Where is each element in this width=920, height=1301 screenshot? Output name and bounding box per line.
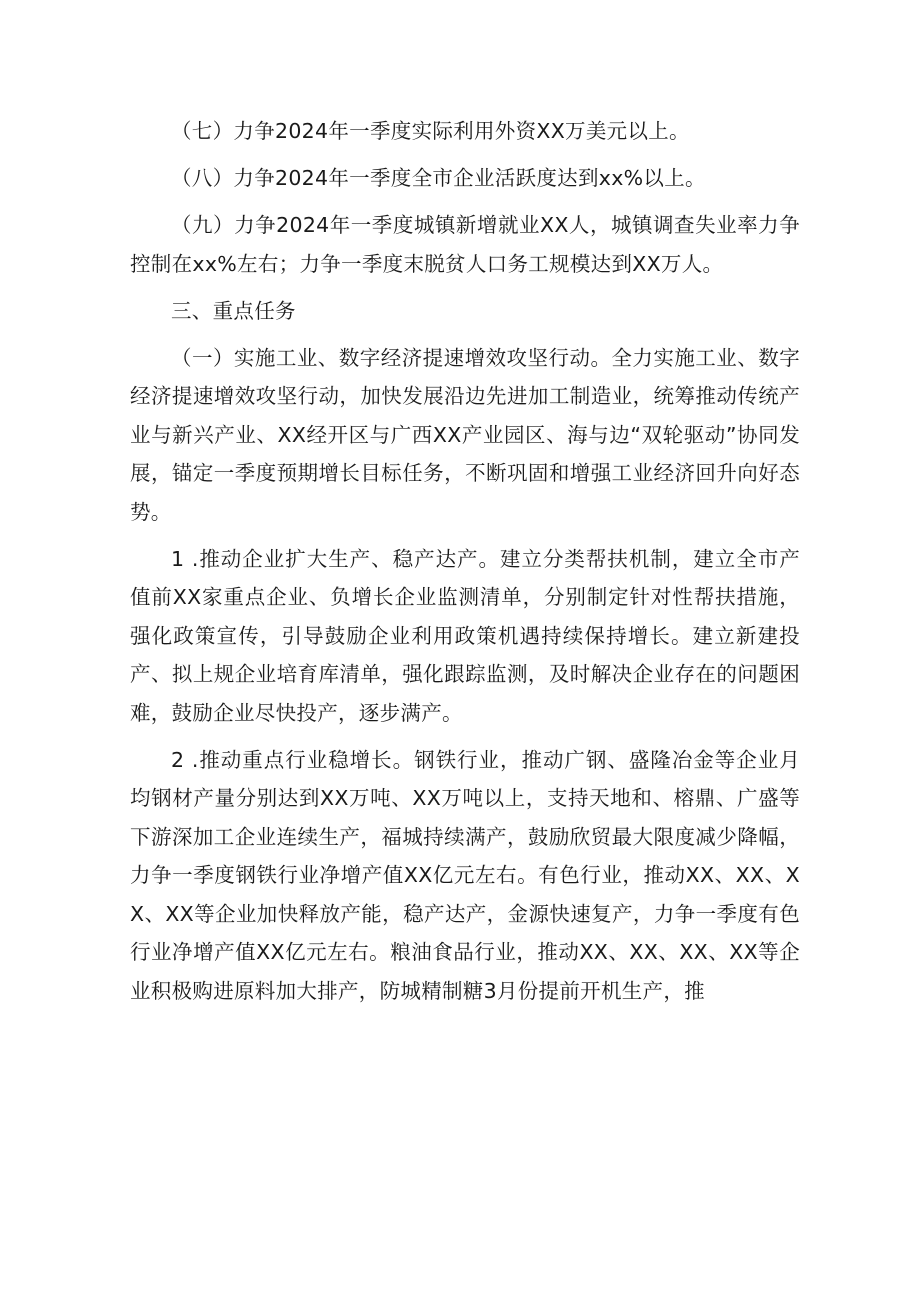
document-body [130,112,800,1010]
section-heading-key-tasks: 三、重点任务 [171,298,296,323]
paragraph-item-8: （八）力争2024年一季度全市企业活跃度达到xx%以上。 [171,166,706,190]
paragraph-task-1: （一）实施工业、数字经济提速增效攻坚行动。全力实施工业、数字经济提速增效攻坚行动，加快发展沿边先进加工制造业，统筹推动传统产业与新兴产业、XX经开区与广西XX产业园区、海与边“双轮驱动”协同发展，锚定一季度预期增长目标任务，不断巩固和增强工业经济回升向好态势。 [130,345,800,524]
paragraph-item-9: （九）力争2024年一季度城镇新增就业XX人，城镇调查失业率力争控制在xx%左右；力争一季度末脱贫人口务工规模达到XX万人。 [130,213,800,276]
paragraph-item-7: （七）力争2024年一季度实际利用外资XX万美元以上。 [171,119,690,143]
paragraph-subtask-2: 2 .推动重点行业稳增长。钢铁行业，推动广钢、盛隆冶金等企业月均钢材产量分别达到XX万吨、XX万吨以上，支持天地和、榕鼎、广盛等下游深加工企业连续生产，福城持续满产，鼓励欣贸最大限度减少降幅，力争一季度钢铁行业净增产值XX亿元左右。有色行业，推动XX、XX、XX、XX等企业加快释放产能，稳产达产，金源快速复产，力争一季度有色行业净增产值XX亿元左右。粮油食品行业，推动XX、XX、XX、XX等企业积极购进原料加大排产，防城精制糖3月份提前开机生产，推 [130,747,800,1003]
paragraph-subtask-1: 1 .推动企业扩大生产、稳产达产。建立分类帮扶机制，建立全市产值前XX家重点企业、负增长企业监测清单，分别制定针对性帮扶措施，强化政策宣传，引导鼓励企业利用政策机遇持续保持增长。建立新建投产、拟上规企业培育库清单，强化跟踪监测，及时解决企业存在的问题困难，鼓励企业尽快投产，逐步满产。 [130,546,800,725]
